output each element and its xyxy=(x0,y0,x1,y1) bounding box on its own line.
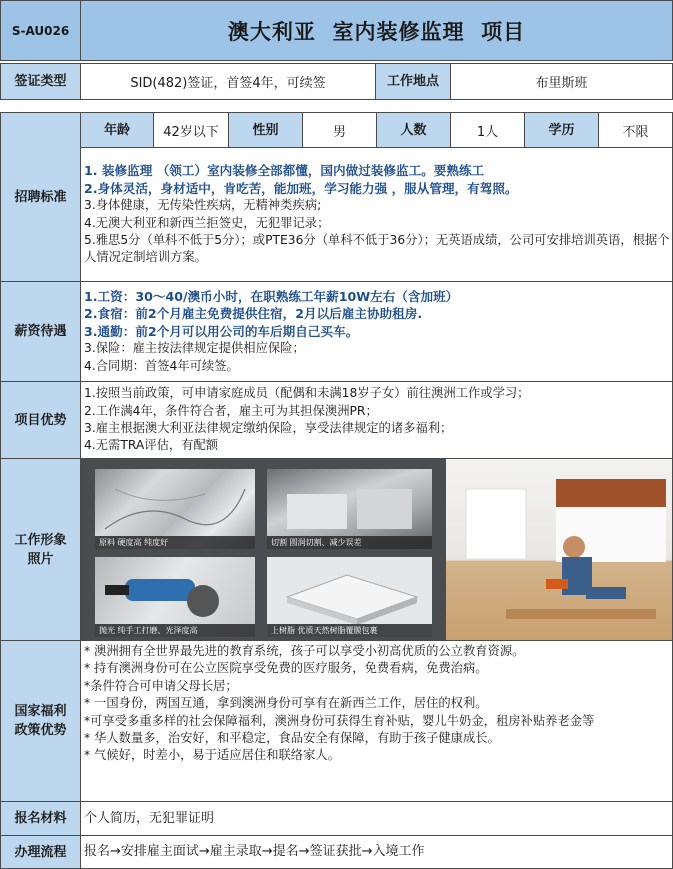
location-label-cell xyxy=(375,63,451,100)
materials-label: 报名材料 xyxy=(14,811,67,826)
salary-line-3: 3.通勤：前2个月可以用公司的车后期自己买车。 xyxy=(84,323,359,339)
marble-panel xyxy=(81,459,446,641)
criteria-line-3: 3.身体健康，无传染性疾病，无精神类疾病; xyxy=(84,198,322,213)
visa-label: 签证类型 xyxy=(14,74,67,89)
materials-content xyxy=(80,801,673,836)
age-label-cell xyxy=(80,112,154,148)
welfare-content xyxy=(80,640,673,802)
photo-cutting xyxy=(267,469,432,549)
photos-area xyxy=(80,458,673,641)
edu-label: 学历 xyxy=(548,122,575,138)
criteria-label: 招聘标准 xyxy=(14,189,67,205)
location-value-cell xyxy=(450,63,673,100)
age-label: 年龄 xyxy=(103,122,130,138)
welfare-line-6: * 华人数量多，治安好，和平稳定，食品安全有保障，有助于孩子健康成长。 xyxy=(84,731,500,746)
criteria-line-2: 2.身体灵活，身材适中，肯吃苦，能加班，学习能力强 ，服从管理，有驾照。 xyxy=(84,180,518,196)
edu-value: 不限 xyxy=(622,124,649,140)
salary-line-2: 2.食宿：前2个月雇主免费提供住宿，2月以后雇主协助租房. xyxy=(84,306,423,322)
photos-label: 工作形象照片 xyxy=(14,532,67,567)
gender-label: 性别 xyxy=(252,122,279,138)
welfare-line-3: *条件符合可申请父母长居； xyxy=(84,678,238,693)
salary-line-5: 4.合同期：首签4年可续签。 xyxy=(84,358,239,373)
count-value: 1人 xyxy=(476,124,499,140)
advantages-label-cell xyxy=(0,381,81,459)
count-label: 人数 xyxy=(400,122,427,138)
criteria-label-cell xyxy=(0,112,81,282)
welfare-line-7: * 气候好，时差小，易于适应居住和联络家人。 xyxy=(84,748,340,763)
count-label-cell xyxy=(376,112,451,148)
criteria-line-5: 5.雅思5分（单科不低于5分）；或PTE36分（单科不低于36分）；无英语成绩，公司可安排培训英语，根据个人情况定制培训方案。 xyxy=(84,232,670,265)
photo-caption-4: 上树脂 优质天然树脂覆膜包裹 xyxy=(267,624,432,637)
materials-label-cell xyxy=(0,801,81,836)
salary-line-1: 1.工资：30～40/澳币小时，在职熟练工年薪10W左右（含加班） xyxy=(84,288,459,304)
welfare-line-5: *可享受多重多样的社会保障福利，澳洲身份可获得生育补贴，婴儿牛奶金，租房补贴养老金等 xyxy=(84,713,595,728)
advantages-content xyxy=(80,381,673,459)
location-label: 工作地点 xyxy=(386,74,439,89)
photo-raw-material xyxy=(95,469,255,549)
welfare-label-cell xyxy=(0,640,81,802)
page-title: 澳大利亚 室内装修监理 项目 xyxy=(227,19,526,44)
criteria-content xyxy=(80,147,673,282)
location-value: 布里斯班 xyxy=(535,76,588,91)
process-label-cell xyxy=(0,835,81,869)
photo-resin xyxy=(267,557,432,637)
age-value-cell xyxy=(153,112,229,148)
process-label: 办理流程 xyxy=(14,844,67,860)
code-cell xyxy=(0,0,81,61)
process-content xyxy=(80,835,673,869)
welfare-line-4: * 一国身份，两国互通，拿到澳洲身份可享有在新西兰工作，居住的权利。 xyxy=(84,696,488,711)
criteria-line-4: 4.无澳大利亚和新西兰拒签史，无犯罪记录； xyxy=(84,215,330,230)
salary-content xyxy=(80,281,673,382)
worker-photo xyxy=(446,459,673,641)
photo-polishing xyxy=(95,557,255,637)
welfare-label: 国家福利政策优势 xyxy=(14,704,67,738)
process-value: 报名→安排雇主面试→雇主录取→提名→签证获批→入境工作 xyxy=(84,844,425,860)
title-cell xyxy=(80,0,673,61)
visa-value-cell xyxy=(80,63,376,100)
welfare-line-2: * 持有澳洲身份可在公立医院享受免费的医疗服务，免费看病，免费治病。 xyxy=(84,661,488,676)
salary-line-4: 3.保险：雇主按法律规定提供相应保险； xyxy=(84,341,305,356)
project-code: S-AU026 xyxy=(11,23,70,38)
gender-label-cell xyxy=(228,112,303,148)
worker-installing-floor-icon xyxy=(446,459,673,641)
advantages-line-3: 3.雇主根据澳大利亚法律规定缴纳保险，享受法律规定的诸多福利； xyxy=(84,421,453,435)
advantages-label: 项目优势 xyxy=(14,412,67,428)
gender-value-cell xyxy=(302,112,377,148)
photo-caption-3: 抛光 纯手工打磨、光泽度高 xyxy=(95,624,255,637)
edu-value-cell xyxy=(598,112,673,148)
materials-value: 个人简历，无犯罪证明 xyxy=(84,810,215,826)
advantages-line-1: 1.按照当前政策，可申请家庭成员（配偶和未满18岁子女）前往澳洲工作或学习； xyxy=(84,386,530,401)
photo-caption-1: 原料 硬度高 纯度好 xyxy=(95,536,255,549)
photos-label-cell xyxy=(0,458,81,641)
salary-label: 薪资待遇 xyxy=(14,324,67,339)
visa-label-cell xyxy=(0,63,81,100)
salary-label-cell xyxy=(0,281,81,382)
advantages-line-2: 2.工作满4年，条件符合者，雇主可为其担保澳洲PR； xyxy=(84,403,378,418)
count-value-cell xyxy=(450,112,525,148)
advantages-line-4: 4.无需TRA评估，有配额 xyxy=(84,438,219,453)
edu-label-cell xyxy=(524,112,599,148)
age-value: 42岁以下 xyxy=(163,124,219,140)
visa-value: SID(482)签证，首签4年，可续签 xyxy=(130,76,326,91)
gender-value: 男 xyxy=(332,124,346,140)
criteria-line-1: 1. 装修监理 （领工）室内装修全部都懂，国内做过装修监工。要熟练工 xyxy=(84,163,485,179)
welfare-line-1: * 澳洲拥有全世界最先进的教育系统，孩子可以享受小初高优质的公立教育资源。 xyxy=(84,644,525,658)
photo-caption-2: 切割 圆润切割、减少误差 xyxy=(267,536,432,549)
